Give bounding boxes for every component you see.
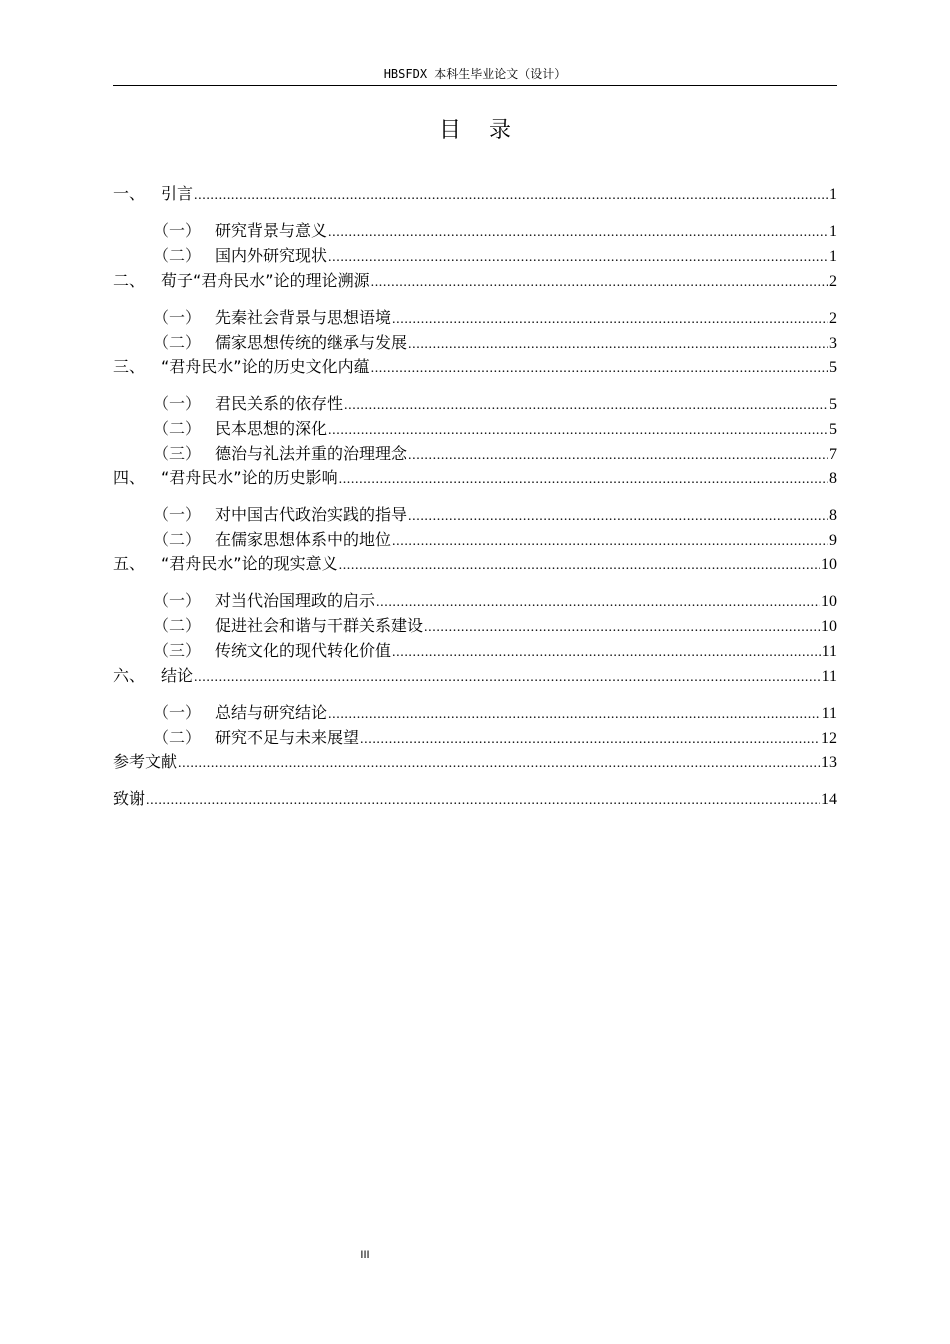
toc-entry[interactable]: [113, 441, 837, 463]
toc-dot-leader: [194, 670, 821, 686]
toc-entry-label: 传统文化的现代转化价值: [215, 641, 392, 660]
toc-dot-leader: [392, 645, 821, 661]
toc-entry-label: 国内外研究现状: [215, 246, 328, 265]
toc-entry-page: 13: [821, 754, 837, 771]
toc-dot-leader: [146, 793, 820, 809]
toc-entry-page: 11: [821, 705, 837, 722]
toc-dot-leader: [328, 707, 821, 723]
toc-dot-leader: [408, 337, 828, 353]
toc-entry-number: （一）: [153, 505, 202, 524]
toc-entry-label: 研究不足与未来展望: [215, 728, 360, 747]
toc-entry[interactable]: [113, 330, 837, 352]
toc-entry-label: “君舟民水”论的现实意义: [161, 554, 338, 573]
toc-entry-label: “君舟民水”论的历史影响: [161, 468, 338, 487]
toc-entry[interactable]: [113, 663, 837, 685]
toc-entry-number: （二）: [153, 419, 202, 438]
toc-entry-number: 一、: [113, 184, 146, 203]
toc-entry-page: 8: [829, 507, 837, 524]
toc-entry-page: 5: [829, 421, 837, 438]
toc-entry-page: 11: [821, 668, 837, 685]
toc-entry-page: 7: [829, 446, 837, 463]
toc-entry[interactable]: [113, 613, 837, 635]
toc-entry-label: 对中国古代政治实践的指导: [215, 505, 408, 524]
toc-entry[interactable]: [113, 749, 837, 771]
toc-title: 目录: [438, 118, 539, 143]
toc-entry-label: 参考文献: [113, 752, 178, 771]
toc-entry-label: “君舟民水”论的历史文化内蕴: [161, 357, 370, 376]
toc-entry-number: （一）: [153, 221, 202, 240]
page-number-footer: III: [360, 1249, 370, 1261]
toc-dot-leader: [178, 756, 820, 772]
toc-entry[interactable]: [113, 638, 837, 660]
toc-entry[interactable]: [113, 181, 837, 203]
toc-entry-page: 1: [829, 248, 837, 265]
toc-entry[interactable]: [113, 354, 837, 376]
toc-entry-label: 结论: [161, 666, 194, 685]
toc-entry-label: 总结与研究结论: [215, 703, 328, 722]
toc-entry-number: （一）: [153, 703, 202, 722]
toc-dot-leader: [339, 472, 828, 488]
toc-entry-number: （二）: [153, 333, 202, 352]
toc-entry-number: （一）: [153, 308, 202, 327]
toc-entry[interactable]: [113, 527, 837, 549]
toc-dot-leader: [376, 595, 820, 611]
toc-entry-number: （二）: [153, 616, 202, 635]
toc-entry-page: 5: [829, 359, 837, 376]
toc-entry-page: 10: [821, 593, 837, 610]
toc-entry-page: 11: [821, 643, 837, 660]
toc-dot-leader: [328, 250, 828, 266]
toc-entry[interactable]: [113, 243, 837, 265]
toc-entry[interactable]: [113, 725, 837, 747]
toc-entry-label: 民本思想的深化: [215, 419, 328, 438]
toc-dot-leader: [371, 275, 828, 291]
toc-entry-number: （二）: [153, 246, 202, 265]
toc-entry-page: 12: [821, 730, 837, 747]
toc-dot-leader: [408, 448, 828, 464]
toc-entry-page: 8: [829, 470, 837, 487]
toc-dot-leader: [328, 225, 828, 241]
toc-entry-number: （三）: [153, 641, 202, 660]
toc-entry-label: 儒家思想传统的继承与发展: [215, 333, 408, 352]
toc-entry[interactable]: [113, 305, 837, 327]
toc-entry-page: 10: [821, 556, 837, 573]
toc-dot-leader: [392, 534, 828, 550]
toc-entry-number: （二）: [153, 728, 202, 747]
toc-entry[interactable]: [113, 700, 837, 722]
toc-entry-page: 1: [829, 186, 837, 203]
toc-entry[interactable]: [113, 218, 837, 240]
toc-dot-leader: [424, 620, 820, 636]
toc-dot-leader: [194, 188, 828, 204]
toc-entry[interactable]: [113, 502, 837, 524]
toc-entry-page: 9: [829, 532, 837, 549]
toc-entry[interactable]: [113, 551, 837, 573]
toc-entry-label: 引言: [161, 184, 194, 203]
page-header: HBSFDX 本科生毕业论文（设计）: [383, 67, 567, 81]
toc-entry-label: 德治与礼法并重的治理理念: [215, 444, 408, 463]
toc-entry-page: 2: [829, 310, 837, 327]
toc-dot-leader: [339, 558, 820, 574]
toc-entry[interactable]: [113, 416, 837, 438]
toc-entry-label: 致谢: [113, 789, 146, 808]
toc-entry-page: 2: [829, 273, 837, 290]
toc-dot-leader: [328, 423, 828, 439]
toc-entry-number: （一）: [153, 591, 202, 610]
toc-entry-label: 在儒家思想体系中的地位: [215, 530, 392, 549]
toc-dot-leader: [392, 312, 828, 328]
toc-entry[interactable]: [113, 786, 837, 808]
toc-entry[interactable]: [113, 588, 837, 610]
toc-dot-leader: [371, 361, 828, 377]
toc-entry[interactable]: [113, 391, 837, 413]
header-rule: [113, 85, 837, 86]
toc-entry-number: 四、: [113, 468, 146, 487]
toc-dot-leader: [344, 398, 828, 414]
toc-entry-label: 研究背景与意义: [215, 221, 328, 240]
toc-entry-page: 1: [829, 223, 837, 240]
toc-entry[interactable]: [113, 465, 837, 487]
toc-entry-label: 君民关系的依存性: [215, 394, 344, 413]
toc-entry-number: 三、: [113, 357, 146, 376]
toc-entry-label: 荀子“君舟民水”论的理论溯源: [161, 271, 370, 290]
toc-entry-number: （二）: [153, 530, 202, 549]
toc-entry-page: 14: [821, 791, 837, 808]
toc-entry-label: 促进社会和谐与干群关系建设: [215, 616, 424, 635]
toc-entry-label: 对当代治国理政的启示: [215, 591, 376, 610]
toc-entry-number: （三）: [153, 444, 202, 463]
toc-entry-page: 3: [829, 335, 837, 352]
toc-dot-leader: [360, 732, 820, 748]
toc-entry-number: 六、: [113, 666, 146, 685]
toc-entry-label: 先秦社会背景与思想语境: [215, 308, 392, 327]
toc-entry-page: 10: [821, 618, 837, 635]
toc-entry[interactable]: [113, 268, 837, 290]
toc-entry-number: 五、: [113, 554, 146, 573]
toc-dot-leader: [408, 509, 828, 525]
toc-entry-number: （一）: [153, 394, 202, 413]
toc-entry-number: 二、: [113, 271, 146, 290]
toc-entry-page: 5: [829, 396, 837, 413]
